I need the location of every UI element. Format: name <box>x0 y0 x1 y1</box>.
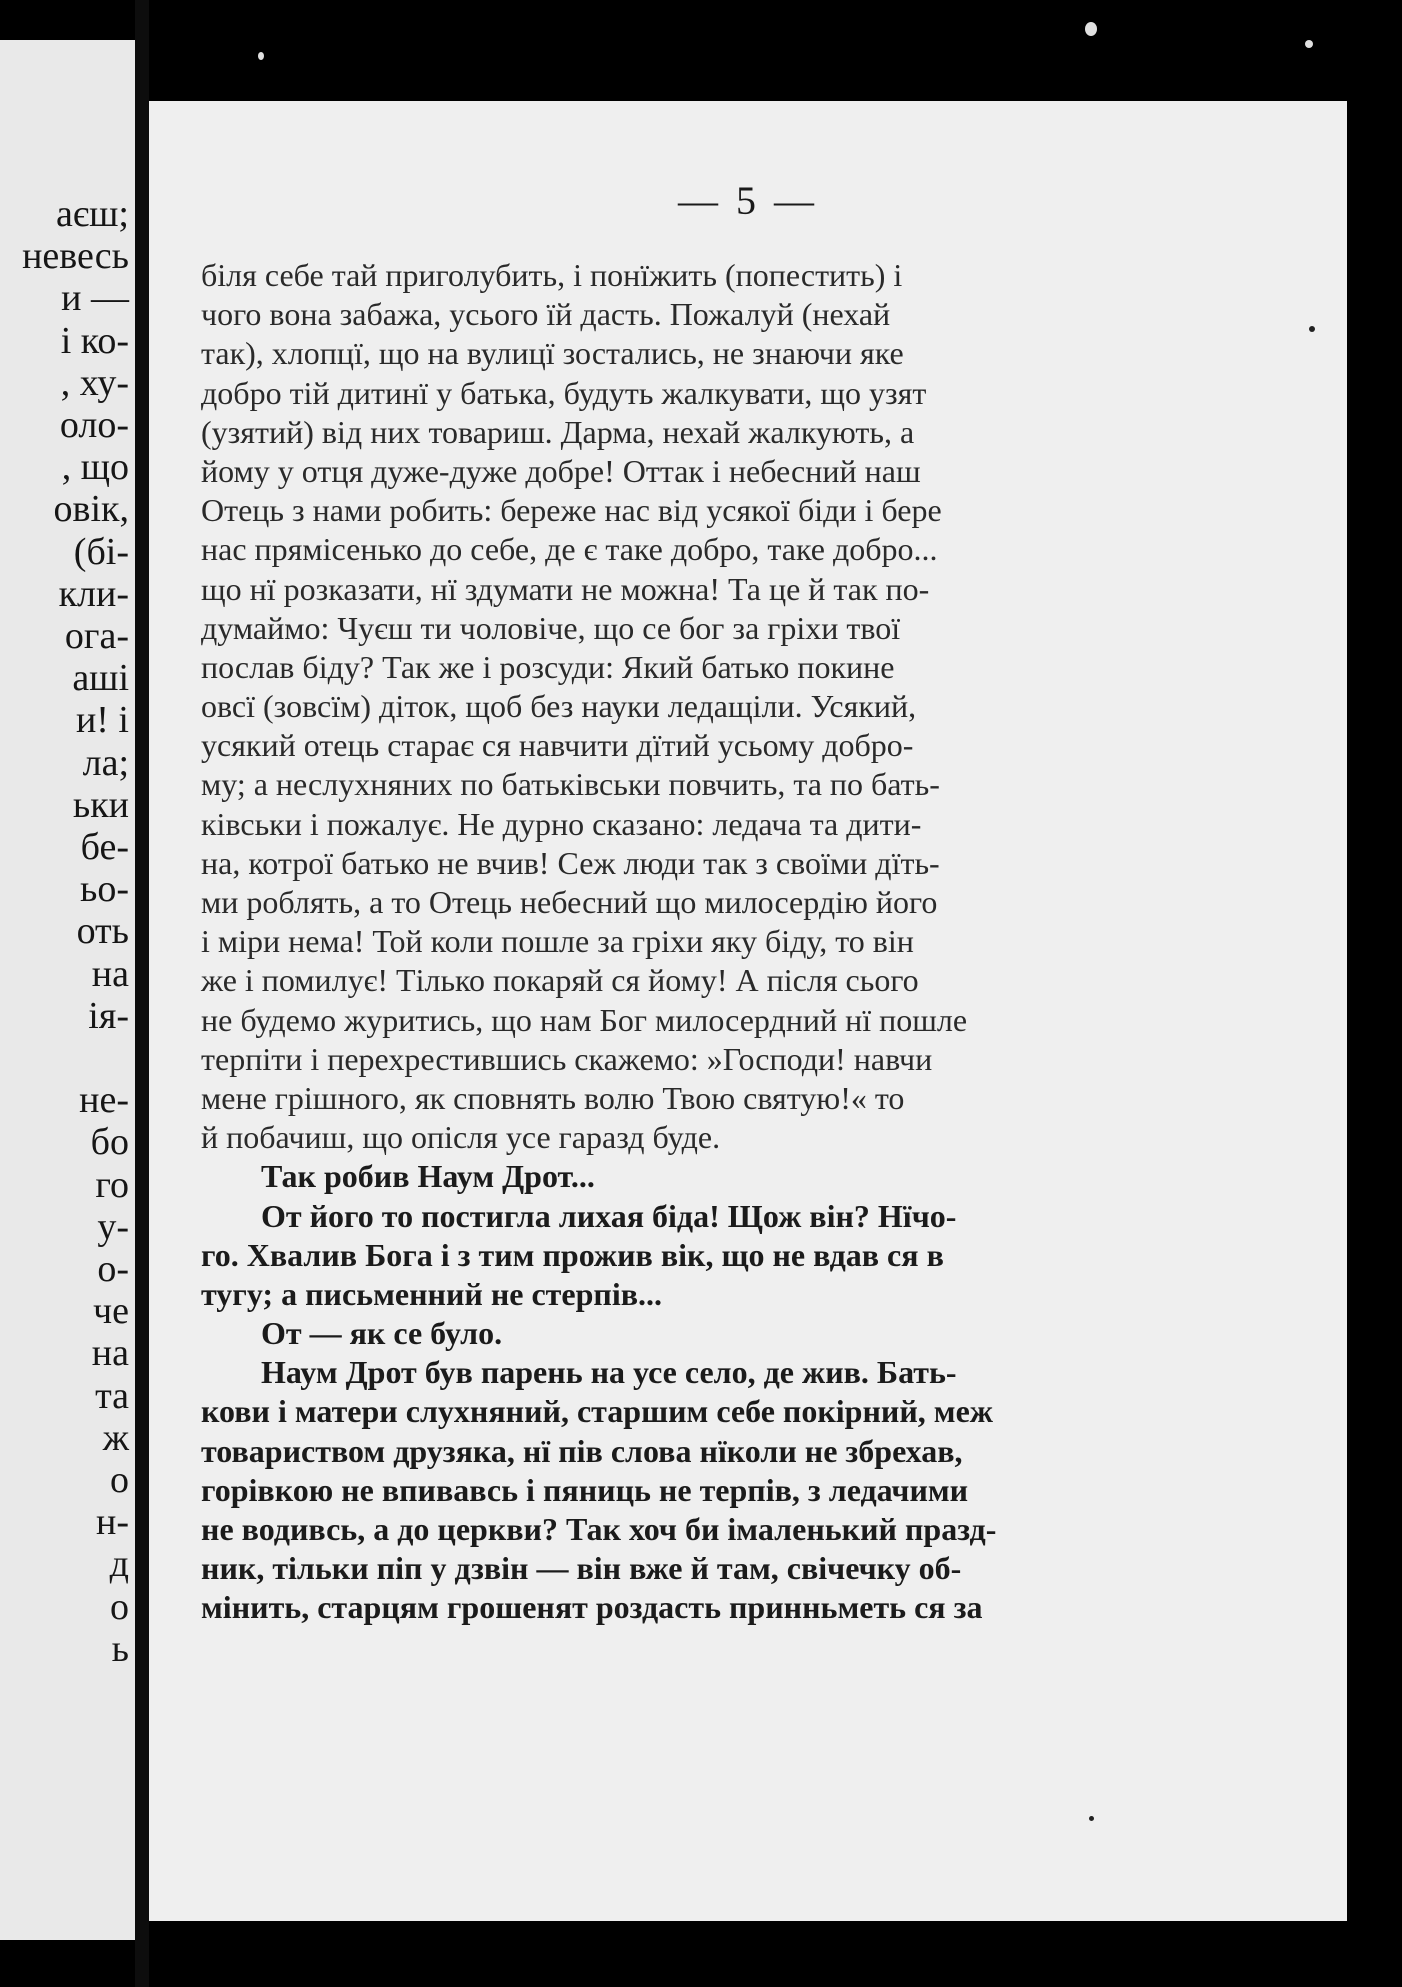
text-line: го. Хвалив Бога і з тим прожив вік, що не вдав ся в <box>201 1236 944 1273</box>
text-line: нас прямісенько до себе, де є таке добро, таке добро... <box>201 531 938 568</box>
text-line: му; а неслухняних по батьківськи повчить, та по бать- <box>201 766 940 803</box>
left-page-line: не- <box>79 1079 129 1122</box>
main-page <box>149 101 1347 1921</box>
left-page-line: , що <box>61 446 129 489</box>
text-line: горівкою не впивавсь і пяниць не терпів, з ледачими <box>201 1471 969 1508</box>
scan-speck <box>1305 40 1313 48</box>
text-line: ник, тільки піп у дзвін — він вже й там, свічечку об- <box>201 1550 962 1587</box>
left-page-line: ь <box>111 1627 129 1670</box>
text-line: терпіти і перехрестившись скажемо: »Господи! навчи <box>201 1040 933 1077</box>
left-page-line: оть <box>76 910 129 953</box>
left-page-line: , ху- <box>60 361 129 404</box>
text-line: кови і матери слухняний, старшим себе покірний, меж <box>201 1393 993 1430</box>
left-page-line: бе- <box>80 826 129 868</box>
left-page-line: д <box>109 1543 129 1586</box>
text-line: мене грішного, як сповнять волю Твою святую!« то <box>201 1079 905 1116</box>
text-line: не будемо журитись, що нам Бог милосердний нї пошле <box>201 1001 968 1038</box>
left-page-line: і ко- <box>60 319 129 362</box>
text-line: От — як се було. <box>261 1315 503 1352</box>
left-page-line: на <box>91 952 129 995</box>
left-page-line: кли- <box>58 572 129 615</box>
text-line: усякий отець старає ся навчити дїтий усьому добро- <box>201 727 914 764</box>
left-page-line: ога- <box>64 615 129 657</box>
text-line: й побачиш, що опісля усе гаразд буде. <box>201 1119 721 1156</box>
left-page-line: и! і <box>75 699 129 742</box>
left-page-line: ж <box>102 1416 129 1459</box>
text-line: не водивсь, а до церкви? Так хоч би імаленький празд- <box>201 1511 997 1547</box>
scan-speck <box>1089 1816 1094 1821</box>
text-line: і міри нема! Той коли пошле за гріхи яку біду, то він <box>201 923 914 960</box>
body-text <box>201 256 1341 1628</box>
left-page-line: аєш; <box>56 193 129 235</box>
book-gutter <box>135 0 149 1987</box>
text-line: йому у отця дуже-дуже добре! Оттак і небесний наш <box>201 452 921 489</box>
text-line: чого вона забажа, усього їй дасть. Пожалуй (нехай <box>201 296 891 333</box>
text-line: Отець з нами робить: береже нас від усякої біди і бере <box>201 492 942 529</box>
text-line: товариством друзяка, нї пів слова нїколи не збрехав, <box>201 1432 963 1469</box>
left-page-line: (бі- <box>73 530 129 573</box>
text-line: От його то постигла лихая біда! Щож він? Нїчо- <box>261 1197 957 1234</box>
text-line: думаймо: Чуєш ти чоловіче, що се бог за гріхи твої <box>201 609 901 646</box>
left-page-line: н- <box>96 1501 129 1544</box>
page-number: — 5 — <box>678 178 818 223</box>
left-page-line: ьо- <box>80 868 129 911</box>
left-page-line: о <box>110 1459 129 1501</box>
text-line: овсї (зовсїм) діток, щоб без науки ледащіли. Усякий, <box>201 688 917 725</box>
left-page-line: го <box>95 1163 129 1206</box>
text-line: тугу; а письменний не стерпів... <box>201 1275 662 1312</box>
text-line: Наум Дрот був парень на усе село, де жив. Бать- <box>261 1354 957 1391</box>
left-page-line: че <box>93 1290 129 1333</box>
text-line: (узятий) від них товариш. Дарма, нехай жалкують, а <box>201 413 915 450</box>
text-line: біля себе тай приголубить, і понїжить (попестить) і <box>201 257 903 293</box>
left-page-line: о <box>110 1585 129 1628</box>
left-page-line: та <box>95 1374 129 1417</box>
left-page-line: ія- <box>88 994 129 1037</box>
text-line: добро тій дитинї у батька, будуть жалкувати, що узят <box>201 374 927 411</box>
text-line: на, котрої батько не вчив! Сеж люди так з своїми дїть- <box>201 844 940 881</box>
text-line: мінить, старцям грошенят роздасть принньметь ся за <box>201 1589 983 1626</box>
left-page-line: на <box>91 1332 129 1375</box>
left-page-line: невесь <box>22 235 129 278</box>
left-page-line: о- <box>97 1248 129 1290</box>
left-page-line: бо <box>90 1121 129 1164</box>
text-line: так), хлопцї, що на вулицї зостались, не знаючи яке <box>201 335 904 372</box>
scan-speck <box>258 52 264 60</box>
left-page-line: у- <box>97 1205 129 1248</box>
left-page-fragment <box>0 40 135 1940</box>
left-page-line: и — <box>61 277 129 320</box>
left-page-line: аші <box>72 657 129 700</box>
text-line: ківськи і пожалує. Не дурно сказано: ледача та дити- <box>201 805 922 842</box>
scan-speck <box>1085 22 1097 36</box>
text-line: же і помилує! Тілько покаряй ся йому! А після сього <box>201 962 919 999</box>
text-line: Так робив Наум Дрот... <box>261 1158 595 1195</box>
left-page-line: оло- <box>59 404 129 446</box>
scan-speck <box>1309 326 1315 332</box>
text-line: що нї розказати, нї здумати не можна! Та це й так по- <box>201 570 930 607</box>
left-page-line: ьки <box>72 783 129 826</box>
left-page-line: ла; <box>82 741 129 784</box>
text-line: послав біду? Так же і розсуди: Який батько покине <box>201 648 895 685</box>
left-page-line: овік, <box>53 488 129 531</box>
text-line: ми роблять, а то Отець небесний що милосердію його <box>201 884 938 920</box>
